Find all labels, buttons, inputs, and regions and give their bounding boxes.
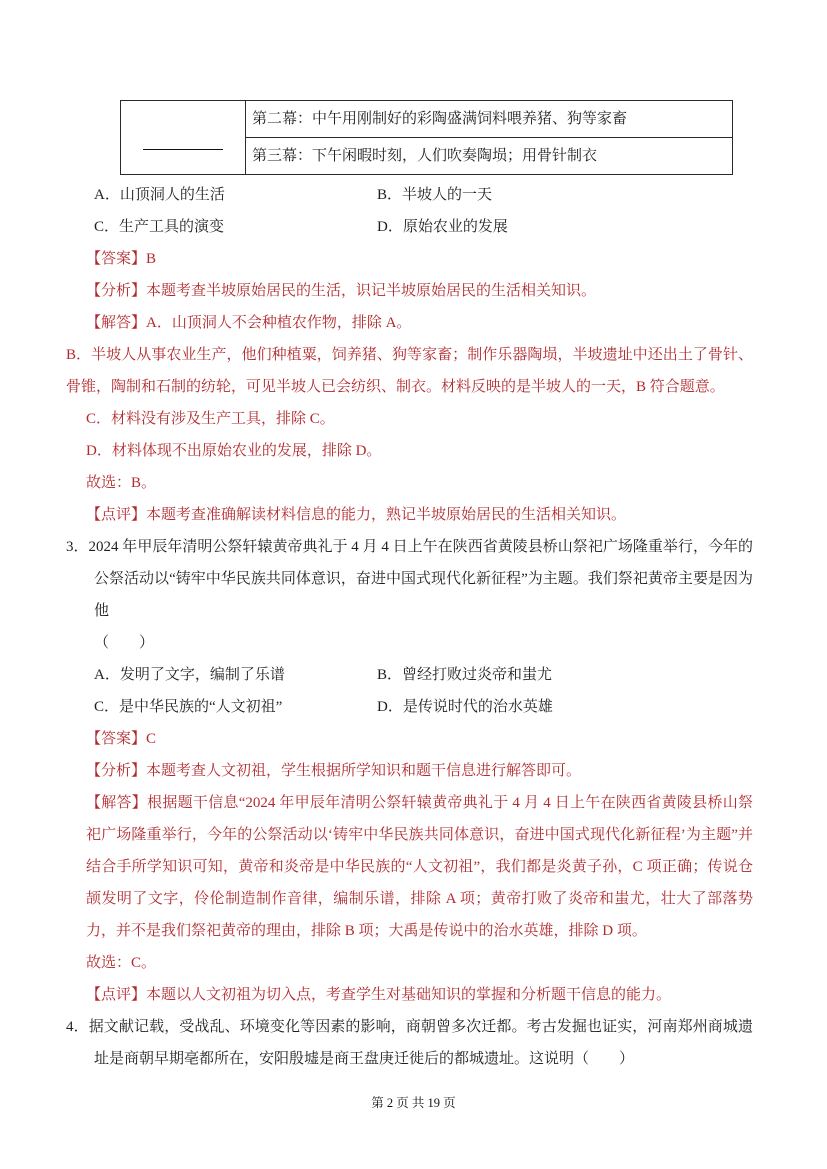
q3-comment: 【点评】本题以人文初祖为切入点，考查学生对基础知识的掌握和分析题干信息的能力。 bbox=[86, 987, 672, 1003]
q3-answer-blank: （ ） bbox=[94, 635, 155, 651]
q2-explain-b: B．半坡人从事农业生产，他们种植粟，饲养猪、狗等家畜；制作乐器陶埙，半坡遗址中还出土了骨针、骨锥，陶制和石制的纺轮，可见半坡人已会纺织、制衣。材料反映的是半坡人的一天，B 符合题意。 bbox=[66, 347, 753, 395]
q2-option-d: D．原始农业的发展 bbox=[377, 219, 508, 235]
page-footer: 第 2 页 共 19 页 bbox=[371, 1096, 456, 1110]
q2-explain-d: D．材料体现不出原始农业的发展，排除 D。 bbox=[86, 443, 382, 459]
q3-options-row-1 bbox=[66, 659, 753, 691]
q3-stem: 3．2024 年甲辰年清明公祭轩辕黄帝典礼于 4 月 4 日上午在陕西省黄陵县桥山祭祀广场隆重举行，今年的公祭活动以“铸牢中华民族共同体意识，奋进中国式现代化新征程”为主题。我们祭祀黄帝主要是因为他 bbox=[66, 539, 753, 619]
scene-table bbox=[120, 100, 733, 175]
q2-explain-a: 【解答】A．山顶洞人不会种植农作物，排除 A。 bbox=[86, 315, 412, 331]
q3-option-a: A．发明了文字，编制了乐谱 bbox=[94, 667, 285, 683]
q2-answer: 【答案】B bbox=[86, 251, 157, 267]
q2-option-b: B．半坡人的一天 bbox=[377, 187, 493, 203]
q2-option-c: C．生产工具的演变 bbox=[94, 219, 225, 235]
q3-option-b: B．曾经打败过炎帝和蚩尤 bbox=[377, 667, 553, 683]
q2-options-row-1 bbox=[66, 179, 753, 211]
q3-answer: 【答案】C bbox=[86, 731, 157, 747]
q2-analysis: 【分析】本题考查半坡原始居民的生活，识记半坡原始居民的生活相关知识。 bbox=[86, 283, 597, 299]
q3-explain: 【解答】根据题干信息“2024 年甲辰年清明公祭轩辕黄帝典礼于 4 月 4 日上午在陕西省黄陵县桥山祭祀广场隆重举行，今年的公祭活动以‘铸牢中华民族共同体意识，奋进中国式现代化新征程’为主题”并结合手所学知识可知，黄帝和炎帝是中华民族的“人文初祖”，我们都是炎黄子孙，C 项正确；传说仓颉发明了文字，伶伦制造制作音律，编制乐谱，排除 A 项；黄帝打败了炎帝和蚩尤，壮大了部落势力，并不是我们祭祀黄帝的理由，排除 B 项；大禹是传说中的治水英雄，排除 D 项。 bbox=[86, 795, 753, 939]
q2-option-a: A．山顶洞人的生活 bbox=[94, 187, 225, 203]
table-cell-scene2: 第二幕：中午用刚制好的彩陶盛满饲料喂养猪、狗等家畜 bbox=[246, 101, 733, 138]
q4-stem: 4．据文献记载，受战乱、环境变化等因素的影响，商朝曾多次迁都。考古发掘也证实，河南郑州商城遗址是商朝早期亳都所在，安阳殷墟是商王盘庚迁徙后的都城遗址。这说明（ ） bbox=[66, 1019, 753, 1067]
table-row bbox=[121, 101, 733, 138]
q3-analysis: 【分析】本题考查人文初祖，学生根据所学知识和题干信息进行解答即可。 bbox=[86, 763, 582, 779]
table-blank-cell bbox=[121, 101, 246, 175]
q2-choice: 故选：B。 bbox=[86, 475, 157, 491]
q3-option-d: D．是传说时代的治水英雄 bbox=[377, 699, 553, 715]
q3-option-c: C．是中华民族的“人文初祖” bbox=[94, 699, 283, 715]
blank-underline bbox=[143, 149, 223, 150]
q3-choice: 故选：C。 bbox=[86, 955, 157, 971]
table-cell-scene3: 第三幕：下午闲暇时刻，人们吹奏陶埙；用骨针制衣 bbox=[246, 138, 733, 175]
q2-comment: 【点评】本题考查准确解读材料信息的能力，熟记半坡原始居民的生活相关知识。 bbox=[86, 507, 627, 523]
q2-explain-c: C．材料没有涉及生产工具，排除 C。 bbox=[86, 411, 335, 427]
q3-options-row-2 bbox=[66, 691, 753, 723]
q2-options-row-2 bbox=[66, 211, 753, 243]
document-content bbox=[66, 100, 753, 1075]
